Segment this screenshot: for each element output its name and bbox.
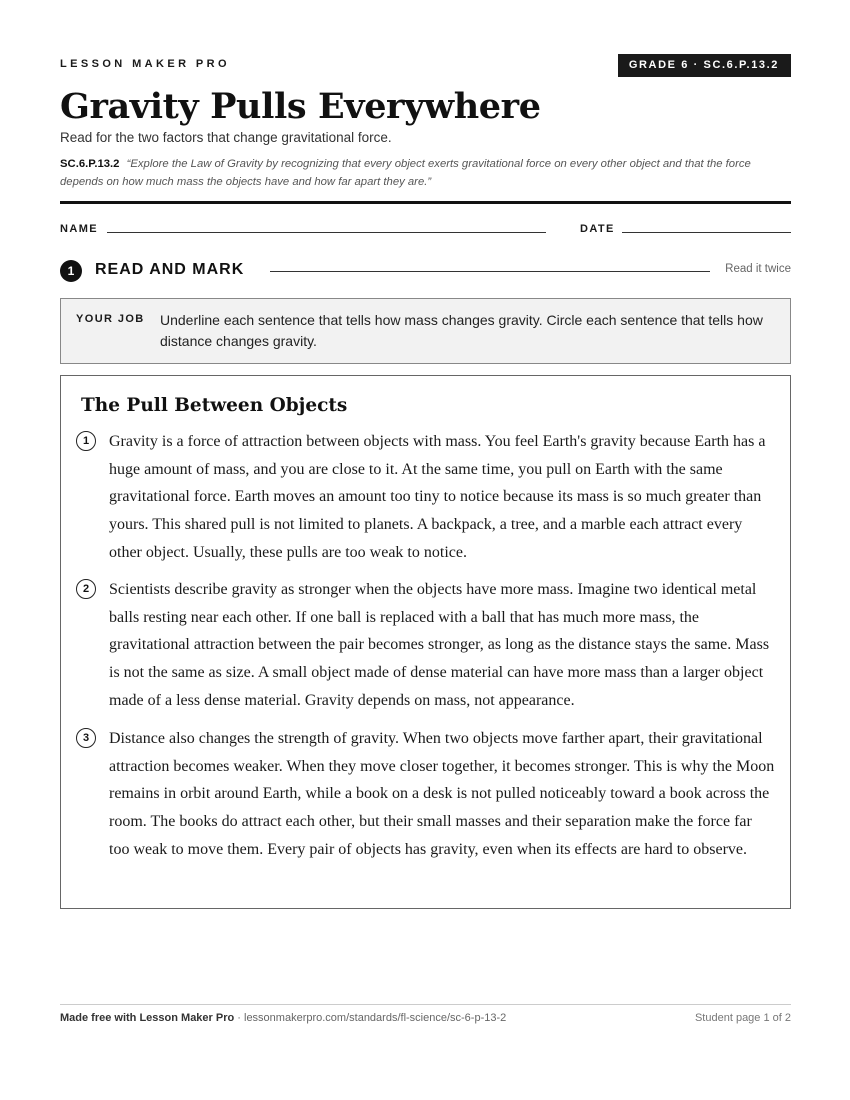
- standard-code: SC.6.P.13.2: [60, 158, 120, 170]
- paragraph-1[interactable]: Gravity is a force of attraction between objects with mass. You feel Earth's gravity because Earth has a huge amount of mass, and you are close to it. At the same time, you pull on Earth with the same gravitational force. Earth moves an amount too tiny to notice because its mass is so much greater than yours. This shared pull is not limited to planets. A backpack, a tree, and a marble each attract every other object. Usually, these pulls are too weak to notice.: [109, 433, 766, 561]
- section-title: READ AND MARK: [95, 261, 245, 278]
- footer-divider: [60, 1004, 791, 1005]
- footer-credit: [60, 1012, 506, 1024]
- paragraph-number-1: 1: [76, 431, 96, 451]
- your-job-box: [60, 298, 791, 364]
- your-job-instructions: Underline each sentence that tells how mass changes gravity. Circle each sentence that tells how distance changes gravity.: [160, 312, 763, 349]
- paragraph-2[interactable]: Scientists describe gravity as stronger when the objects have more mass. Imagine two identical metal balls resting near each other. If one ball is replaced with a ball that has much more mass, the gravitational attraction between the pair becomes stronger, as long as the distance stays the same. Mass is not the same as size. A small object made of dense material can have more mass than a larger object made of a less dense material. Gravity depends on mass, not appearance.: [109, 581, 770, 709]
- date-label: DATE: [580, 223, 615, 235]
- page-title: Gravity Pulls Everywhere: [60, 86, 541, 127]
- section-hint: Read it twice: [725, 263, 791, 275]
- footer-url[interactable]: · lessonmakerpro.com/standards/fl-science/sc-6-p-13-2: [234, 1012, 507, 1024]
- section-divider: [270, 271, 710, 272]
- paragraph-3[interactable]: Distance also changes the strength of gravity. When two objects move farther apart, their gravitational attraction becomes weaker. When they move closer together, it becomes stronger. This is why the Moon remains in orbit around Earth, while a book on a desk is not pulled noticeably toward a book across the room. The books do attract each other, but their small masses and their separation make the force far too weak to move them. Every pair of objects has gravity, even when its effects are hard to observe.: [109, 730, 775, 858]
- paragraph-number-3: 3: [76, 728, 96, 748]
- date-field[interactable]: [622, 232, 791, 233]
- standard-statement: [60, 155, 791, 191]
- page-subtitle: Read for the two factors that change gravitational force.: [60, 130, 392, 145]
- paragraph-number-2: 2: [76, 579, 96, 599]
- standard-text: “Explore the Law of Gravity by recognizing that every object exerts gravitational force on every other object and that the force depends on how much mass the objects have and how far apart they are.”: [60, 158, 751, 188]
- grade-badge: GRADE 6 · SC.6.P.13.2: [618, 54, 791, 77]
- name-label: NAME: [60, 223, 98, 235]
- worksheet-page: [60, 0, 791, 1100]
- header-divider: [60, 201, 791, 204]
- footer-made-with: Made free with Lesson Maker Pro: [60, 1012, 235, 1024]
- your-job-label: YOUR JOB: [76, 313, 145, 325]
- name-field[interactable]: [107, 232, 546, 233]
- brand-name: LESSON MAKER PRO: [60, 58, 230, 70]
- reading-passage: [60, 375, 791, 909]
- footer-page-number: Student page 1 of 2: [694, 1012, 791, 1024]
- reading-title: The Pull Between Objects: [81, 395, 348, 416]
- section-number-badge: 1: [60, 260, 82, 282]
